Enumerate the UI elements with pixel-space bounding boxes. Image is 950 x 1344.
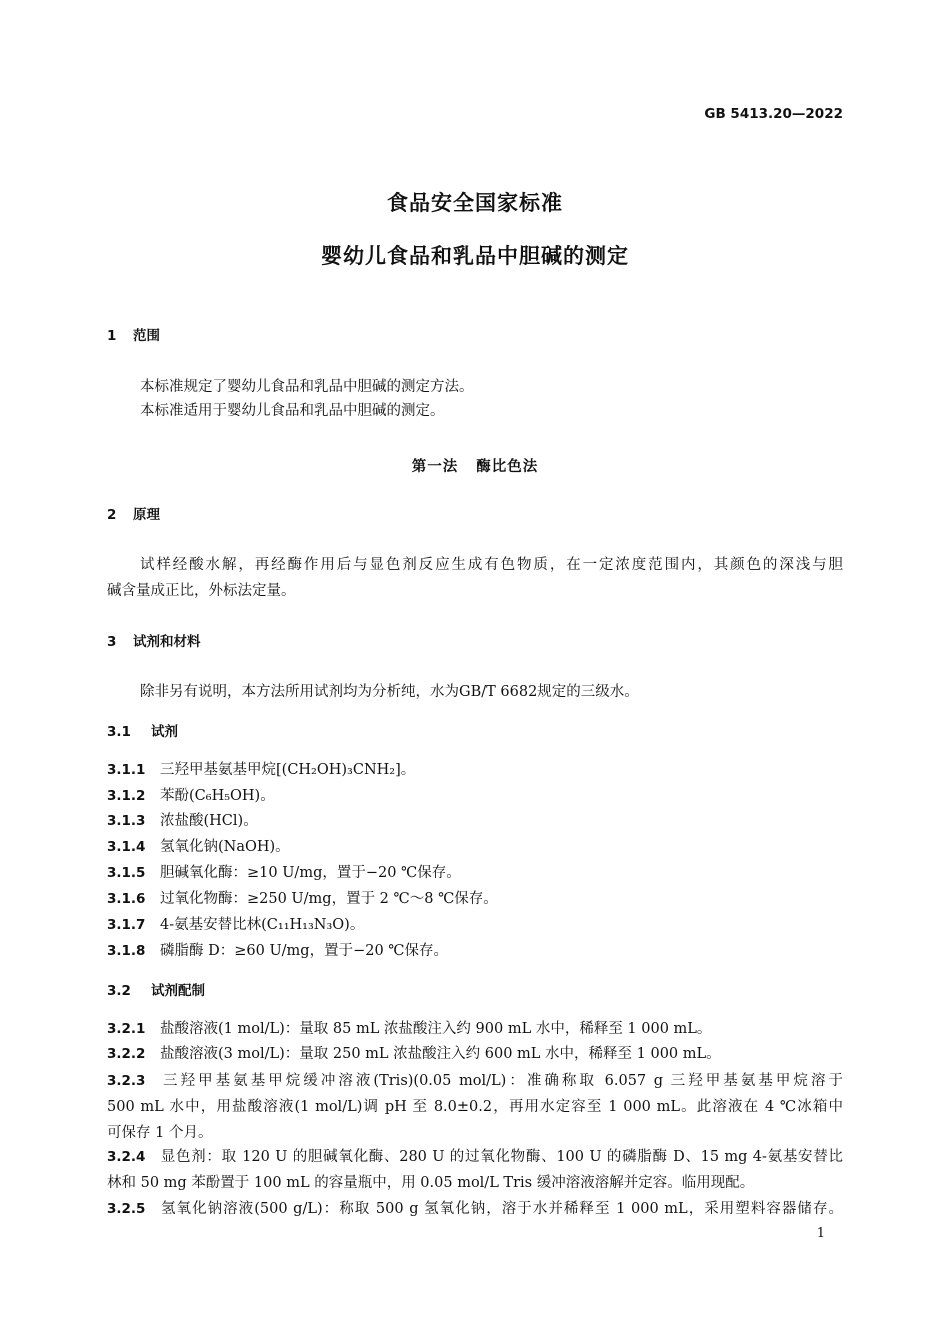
section-3-1-heading: 3.1 试剂 — [107, 724, 178, 740]
reagent-item: 3.1.5 胆碱氧化酶：≥10 U/mg，置于−20 ℃保存。 — [107, 865, 461, 881]
section-1-heading: 1 范围 — [107, 328, 160, 344]
preparation-item: 3.2.5 氢氧化钠溶液(500 g/L)：称取 500 g 氢氧化钠，溶于水并稀释至 1 000 mL，采用塑料容器储存。 — [107, 1201, 843, 1217]
preparation-line: 500 mL 水中，用盐酸溶液(1 mol/L)调 pH 至 8.0±0.2，再用水定容至 1 000 mL。此溶液在 4 ℃冰箱中 — [107, 1099, 843, 1115]
preparation-line: 可保存 1 个月。 — [107, 1125, 213, 1141]
paragraph: 本标准规定了婴幼儿食品和乳品中胆碱的测定方法。 — [140, 379, 474, 395]
preparation-line: 林和 50 mg 苯酚置于 100 mL 的容量瓶中，用 0.05 mol/L Tris 缓冲溶液溶解并定容。临用现配。 — [107, 1175, 755, 1191]
reagent-item: 3.1.7 4-氨基安替比林(C₁₁H₁₃N₃O)。 — [107, 917, 365, 933]
paragraph-line: 碱含量成正比，外标法定量。 — [107, 583, 296, 599]
section-3-heading: 3 试剂和材料 — [107, 634, 201, 650]
paragraph: 除非另有说明，本方法所用试剂均为分析纯，水为GB/T 6682规定的三级水。 — [140, 684, 639, 700]
preparation-item: 3.2.2 盐酸溶液(3 mol/L)：量取 250 mL 浓盐酸注入约 600 mL 水中，稀释至 1 000 mL。 — [107, 1046, 721, 1062]
page-number: 1 — [816, 1226, 825, 1241]
reagent-item: 3.1.2 苯酚(C₆H₅OH)。 — [107, 788, 275, 804]
standard-number: GB 5413.20—2022 — [704, 106, 843, 122]
reagent-item: 3.1.4 氢氧化钠(NaOH)。 — [107, 839, 290, 855]
reagent-item: 3.1.1 三羟甲基氨基甲烷[(CH₂OH)₃CNH₂]。 — [107, 762, 416, 778]
method-heading: 第一法 酶比色法 — [411, 459, 539, 475]
section-2-heading: 2 原理 — [107, 507, 160, 523]
preparation-item: 3.2.3 三羟甲基氨基甲烷缓冲溶液(Tris)(0.05 mol/L)：准确称取 6.057 g 三羟甲基氨基甲烷溶于 — [107, 1073, 843, 1089]
section-3-2-heading: 3.2 试剂配制 — [107, 983, 205, 999]
reagent-item: 3.1.6 过氧化物酶：≥250 U/mg，置于 2 ℃～8 ℃保存。 — [107, 891, 498, 907]
paragraph: 本标准适用于婴幼儿食品和乳品中胆碱的测定。 — [140, 403, 445, 419]
reagent-item: 3.1.3 浓盐酸(HCl)。 — [107, 813, 258, 829]
preparation-item: 3.2.1 盐酸溶液(1 mol/L)：量取 85 mL 浓盐酸注入约 900 mL 水中，稀释至 1 000 mL。 — [107, 1021, 712, 1037]
document-subtitle: 婴幼儿食品和乳品中胆碱的测定 — [321, 244, 629, 268]
paragraph-line: 试样经酸水解，再经酶作用后与显色剂反应生成有色物质，在一定浓度范围内，其颜色的深浅与胆 — [140, 557, 843, 573]
document-title: 食品安全国家标准 — [387, 191, 563, 215]
preparation-item: 3.2.4 显色剂：取 120 U 的胆碱氧化酶、280 U 的过氧化物酶、100 U 的磷脂酶 D、15 mg 4-氨基安替比 — [107, 1149, 843, 1165]
reagent-item: 3.1.8 磷脂酶 D：≥60 U/mg，置于−20 ℃保存。 — [107, 943, 449, 959]
